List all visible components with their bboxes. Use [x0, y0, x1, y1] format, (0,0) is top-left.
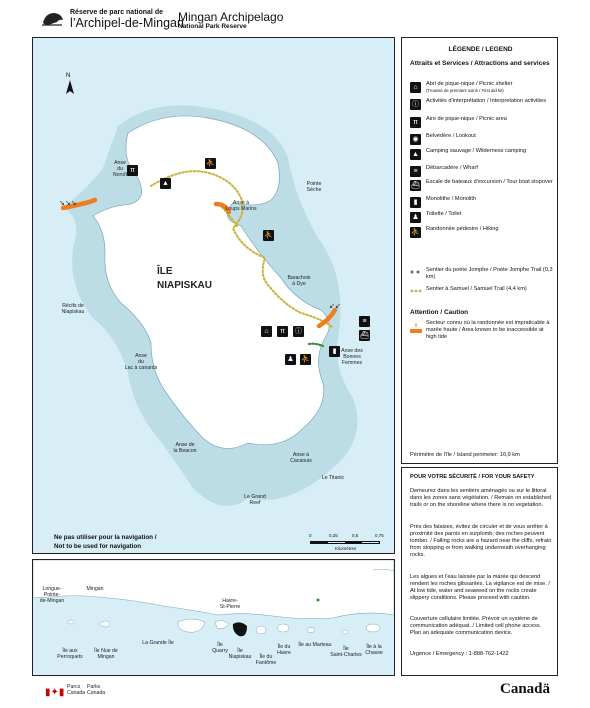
label-anse-beacon: Anse de la Beacon	[173, 442, 197, 455]
caution-line-icon	[410, 322, 422, 334]
inset-label-ile-chasse: Île à la Chasse	[365, 644, 383, 657]
boat-stopover-icon: ⛴	[411, 182, 420, 189]
interpretation-icon: ⓘ	[295, 328, 302, 335]
label-anse-loups-marins: Anse à Loups Marins	[225, 200, 257, 213]
legend-caution-text: Secteur connu où la randonnée est impraticable à marée haute / Area known to be inaccessible at high tide	[426, 320, 550, 340]
inset-label-ile-havre: Île du Havre	[277, 644, 291, 657]
legend-jomphe-text: Sentier du poète Jomphe / Poète Jomphe Trail (0,3 km)	[426, 267, 553, 280]
interpretation-icon: ⓘ	[412, 101, 419, 108]
inset-label-ile-st-charles: Île Saint-Charles	[330, 646, 362, 659]
lookout-icon: ◉	[410, 134, 421, 145]
legend-item-text: Toilette / Toilet	[426, 211, 462, 217]
legend-row-boat-stopover	[410, 179, 555, 195]
inset-map	[32, 559, 395, 676]
picnic-area-icon-east: π	[277, 326, 288, 337]
legend-item-text: Aire de pique-nique / Picnic area	[426, 116, 507, 122]
island-name-line2: NIAPISKAU	[157, 280, 213, 291]
inset-label-ile-fantome: Île du Fantôme	[255, 654, 277, 667]
legend-row-picnic-shelter	[410, 81, 555, 97]
camping-icon: ▲	[410, 149, 421, 160]
canada-wordmark: Canadä	[500, 681, 551, 697]
inset-ile-nue	[100, 621, 110, 627]
legend-row-jomphe-trail	[410, 267, 555, 283]
label-anse-lac-canards: Anse du Lac à canards	[124, 353, 158, 372]
hiking-icon-east: ⛹	[301, 356, 310, 363]
island-name-line1: ÎLE	[157, 266, 173, 277]
inset-green-marker	[317, 599, 320, 602]
legend-row-caution	[410, 320, 555, 350]
legend-item-text: Activités d’interprétation / Interpretation activities	[426, 98, 547, 104]
wharf-icon: ≡	[359, 316, 370, 327]
inset-ile-st-charles	[342, 630, 348, 634]
inset-ile-havre	[277, 624, 289, 632]
inset-ile-fantome	[256, 626, 266, 634]
label-anse-cacaouis: Anse à Cacaouis	[290, 452, 312, 465]
scale-tick-05: 0,5	[352, 533, 359, 538]
legend-row-lookout	[410, 133, 555, 149]
monolith-icon: ▮	[410, 197, 421, 208]
header-subtitle-en: National Park Reserve	[178, 23, 247, 30]
legend-title: LÉGENDE / LEGEND	[448, 46, 513, 53]
parks-canada-beaver-logo	[40, 8, 66, 30]
parks-canada-fr: Parcs Canada	[67, 684, 86, 697]
inset-label-longue-pointe: Longue- Pointe- de-Mingan	[39, 586, 65, 605]
legend-row-toilet	[410, 211, 555, 227]
inset-label-ile-quarry: Île Quarry	[212, 642, 228, 655]
boat-stopover-icon: ⛴	[360, 332, 369, 339]
legend-section-attractions: Attraits et Services / Attractions and services	[410, 60, 550, 67]
toilet-icon: ♟	[285, 354, 296, 365]
legend-item-text: Randonnée pédestre / Hiking	[426, 226, 499, 232]
label-le-grand-reef: Le Grand Reef	[244, 494, 266, 507]
nav-warning-en: Not to be used for navigation	[54, 543, 142, 550]
label-recifs-niapiskau: Récifs de Niapiskau	[61, 303, 85, 316]
label-anse-bonnes-femmes: Anse des Bonnes Femmes	[341, 348, 363, 367]
label-le-titanic: Le Titanic	[321, 475, 345, 481]
safety-paragraph-4: Couverture cellulaire limitée. Prévoir un système de communication adéquat. / Limited cell phone access. Plan an adequate communication device.	[410, 616, 542, 636]
legend-item-subtext: (Trousse de premiers soins / First aid kit)	[426, 88, 504, 93]
legend-item-text: Escale de bateaux d’excursion / Tour boat stopover	[426, 179, 553, 185]
scale-bar	[309, 533, 389, 555]
picnic-shelter-icon: ⌂	[410, 82, 421, 93]
legend-row-hiking	[410, 226, 555, 242]
picnic-area-icon-noroit: π	[127, 165, 138, 176]
picnic-shelter-icon: ⌂	[261, 326, 272, 337]
header-title-fr-line1: Réserve de parc national de	[70, 9, 163, 16]
camping-icon-noroit: ▲	[160, 178, 171, 189]
inset-label-ile-niapiskau: Île Niapiskau	[228, 648, 252, 661]
toilet-icon: ♟	[410, 212, 421, 223]
monolith-icon: ▮	[329, 346, 340, 357]
legend-item-text: Débarcadère / Wharf	[426, 165, 478, 171]
scale-tick-075: 0,75	[375, 533, 384, 538]
safety-paragraph-1: Demeurez dans les sentiers aménagés ou sur le littoral dans les zones sans végétation. / Remain on established trails or on the shoreline where there is no vegetation.	[410, 488, 552, 508]
tide-arrows-west: ↘↘↘	[59, 200, 77, 207]
wharf-icon: ≡	[410, 166, 421, 177]
legend-panel	[401, 37, 558, 464]
legend-item-text: Monolithe / Monolith	[426, 196, 477, 202]
green-dots-icon	[410, 270, 422, 274]
hiking-icon: ⛹	[411, 229, 420, 236]
legend-row-monolith	[410, 196, 555, 212]
safety-title: POUR VOTRE SÉCURITÉ / FOR YOUR SAFETY	[410, 474, 535, 480]
legend-row-interpretation	[410, 98, 555, 114]
inset-ile-marteau	[307, 628, 315, 633]
label-anse-du-noroit: Anse du Noroît	[112, 160, 128, 179]
legend-row-camping	[410, 148, 555, 164]
scale-bar-graphic	[310, 541, 380, 544]
inset-ile-chasse	[366, 624, 380, 632]
legend-samuel-text: Sentier à Samuel / Samuel Trail (4,4 km)	[426, 286, 527, 292]
legend-item-text: Camping sauvage / Wilderness camping	[426, 148, 527, 154]
safety-emergency: Urgence / Emergency : 1-888-762-1422	[410, 651, 509, 657]
label-pointe-seche: Pointe Sèche	[306, 181, 322, 194]
main-map	[32, 37, 395, 554]
inset-label-ile-marteau: Île au Marteau	[298, 642, 332, 648]
hiking-icon-north: ⛹	[206, 160, 215, 167]
yellow-dots-icon	[410, 289, 422, 293]
legend-perimeter: Périmètre de l’île / Island perimeter: 16,9 km	[410, 452, 520, 458]
header-title-fr-line2: l’Archipel-de-Mingan	[70, 16, 184, 30]
inset-label-havre-st-pierre: Havre- St-Pierre	[219, 598, 241, 611]
parks-canada-en: Parks Canada	[87, 684, 106, 697]
inset-label-grande-ile: La Grande Île	[142, 640, 174, 646]
north-label: N	[66, 73, 71, 79]
scale-tick-0: 0	[309, 533, 312, 538]
label-barachois-dye: Barachois à Dye	[287, 275, 311, 288]
legend-caution-title: Attention / Caution	[410, 309, 469, 316]
scale-unit: Kilomètres	[335, 546, 357, 551]
safety-paragraph-3: Les algues et l’eau laissée par la marée qui descend rendent les roches glissantes. La vigilance est de mise. / At low tide, water and seaweed on the rocks create slippery conditions. Please proceed with caution.	[410, 574, 550, 601]
inset-ile-perroquets	[68, 620, 74, 624]
canada-flag-icon: ▮✦▮	[45, 687, 65, 698]
header-title-en: Mingan Archipelago	[178, 10, 284, 24]
safety-paragraph-2: Près des falaises, évitez de circuler et de vous arrêter à proximité des parois en surplomb; des roches peuvent tomber. / Falling rocks are a hazard near the cliffs, refrain from stopping or from walking underneath overhanging rocks.	[410, 524, 552, 558]
navigation-warning	[54, 533, 157, 551]
legend-item-text: Abri de pique-nique / Picnic shelter	[426, 81, 513, 87]
inset-label-mingan: Mingan	[86, 586, 104, 592]
nav-warning-fr: Ne pas utiliser pour la navigation /	[54, 534, 157, 541]
inset-label-ile-nue: Île Nue de Mingan	[94, 648, 118, 661]
tide-arrows-east: ↙↙	[329, 303, 341, 310]
safety-panel	[401, 467, 558, 676]
hiking-icon-center: ⛹	[264, 232, 273, 239]
inset-label-ile-perroquets: Île aux Perroquets	[57, 648, 83, 661]
scale-tick-025: 0,25	[329, 533, 338, 538]
parks-canada-signature	[45, 684, 135, 700]
legend-row-picnic-area	[410, 116, 555, 132]
picnic-area-icon: π	[410, 117, 421, 128]
legend-row-samuel-trail	[410, 286, 555, 302]
legend-item-text: Belvédère / Lookout	[426, 133, 476, 139]
